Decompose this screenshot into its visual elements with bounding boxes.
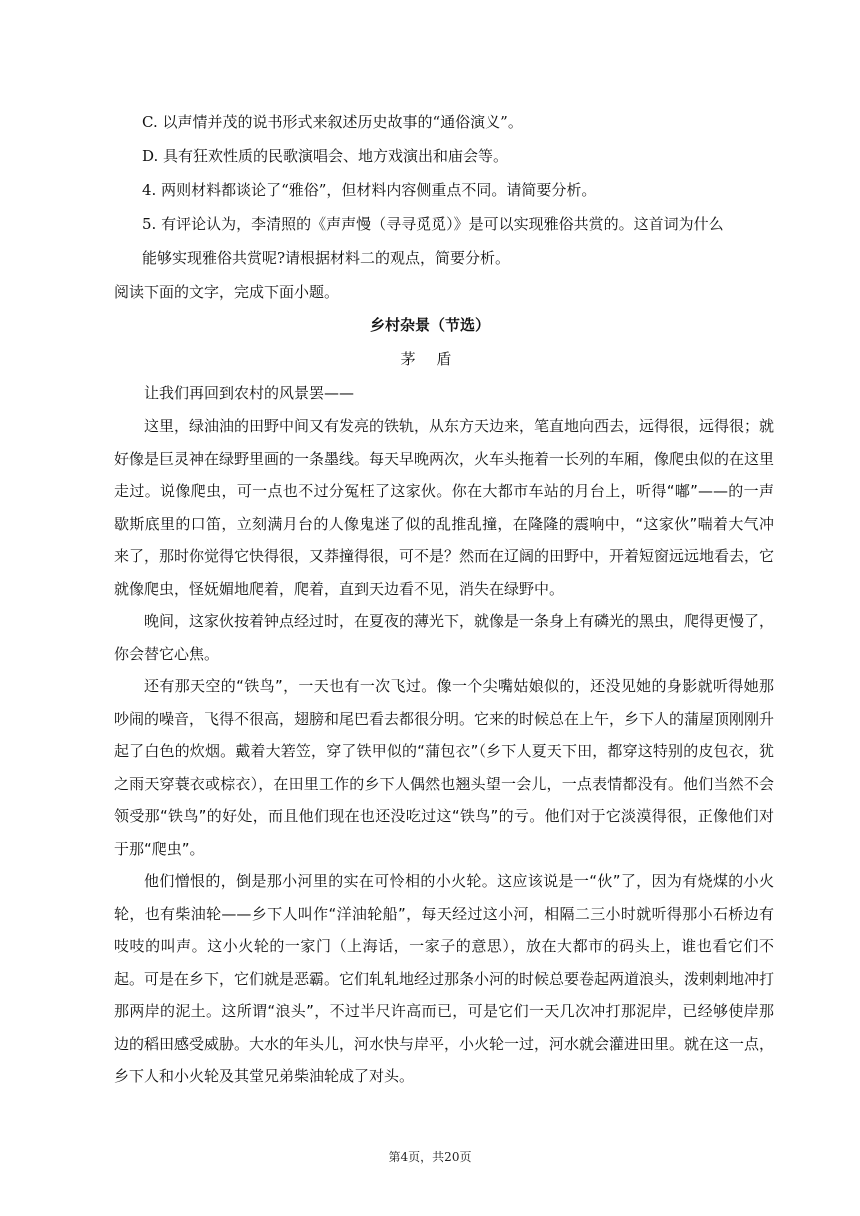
question-5-line-1: 5. 有评论认为，李清照的《声声慢（寻寻觅觅）》是可以实现雅俗共赏的。这首词为什么	[142, 215, 724, 233]
paragraph-5: 他们憎恨的，倒是那小河里的实在可怜相的小火轮。这应该说是一“伙”了，因为有烧煤的小火轮，也有柴油轮——乡下人叫作“洋油轮船”，每天经过这小河，相隔二三小时就听得那小石桥边有吱吱的叫声。这小火轮的一家门（上海话，一家子的意思），放在大都市的码头上，谁也看它们不起。可是在乡下，它们就是恶霸。它们轧轧地经过那条小河的时候总要卷起两道浪头，泼剌剌地冲打那两岸的泥土。这所谓“浪头”，不过半尺许高而已，可是它们一天几次冲打那泥岸，已经够使岸那边的稻田感受威胁。大水的年头儿，河水快与岸平，小火轮一过，河水就会灌进田里。就在这一点，乡下人和小火轮及其堂兄弟柴油轮成了对头。	[114, 872, 775, 1085]
paragraph-4: 还有那天空的“铁鸟”，一天也有一次飞过。像一个尖嘴姑娘似的，还没见她的身影就听得她那吵闹的噪音，飞得不很高，翅膀和尾巴看去都很分明。它来的时候总在上午，乡下人的蒲屋顶刚刚升起了白色的炊烟。戴着大箬笠，穿了铁甲似的“蒲包衣”（乡下人夏天下田，都穿这特别的皮包衣，犹之雨天穿蓑衣或棕衣），在田里工作的乡下人偶然也翘头望一会儿，一点表情都没有。他们当然不会领受那“铁鸟”的好处，而且他们现在也还没吃过这“铁鸟”的亏。他们对于它淡漠得很，正像他们对于那“爬虫”。	[114, 677, 775, 858]
article-title: 乡村杂景（节选）	[369, 316, 490, 334]
option-c: C. 以声情并茂的说书形式来叙述历史故事的“通俗演义”。	[142, 113, 523, 131]
reading-instruction: 阅读下面的文字，完成下面小题。	[114, 283, 340, 301]
paragraph-2: 这里，绿油油的田野中间又有发亮的铁轨，从东方天边来，笔直地向西去，远得很，远得很；就好像是巨灵神在绿野里画的一条墨线。每天早晚两次，火车头拖着一长列的车厢，像爬虫似的在这里走过。说像爬虫，可一点也不过分冤枉了这家伙。你在大都市车站的月台上，听得“嘟”——的一声歇斯底里的口笛，立刻满月台的人像鬼迷了似的乱推乱撞，在隆隆的震响中，“这家伙”喘着大气冲来了，那时你觉得它快得很，又莽撞得很，可不是？然而在辽阔的田野中，开着短窗远远地看去，它就像爬虫，怪妩媚地爬着，爬着，直到天边看不见，消失在绿野中。	[114, 417, 775, 598]
question-4: 4. 两则材料都谈论了“雅俗”，但材料内容侧重点不同。请简要分析。	[142, 181, 597, 199]
page-footer: 第4页，共20页	[388, 1150, 472, 1164]
question-5-line-2: 能够实现雅俗共赏呢?请根据材料二的观点，简要分析。	[142, 249, 511, 267]
article-author: 茅 盾	[400, 350, 460, 368]
paragraph-1: 让我们再回到农村的风景罢——	[144, 384, 355, 402]
paragraph-3: 晚间，这家伙按着钟点经过时，在夏夜的薄光下，就像是一条身上有磷光的黑虫，爬得更慢了，你会替它心焦。	[114, 612, 775, 663]
option-d: D. 具有狂欢性质的民歌演唱会、地方戏演出和庙会等。	[142, 147, 509, 165]
